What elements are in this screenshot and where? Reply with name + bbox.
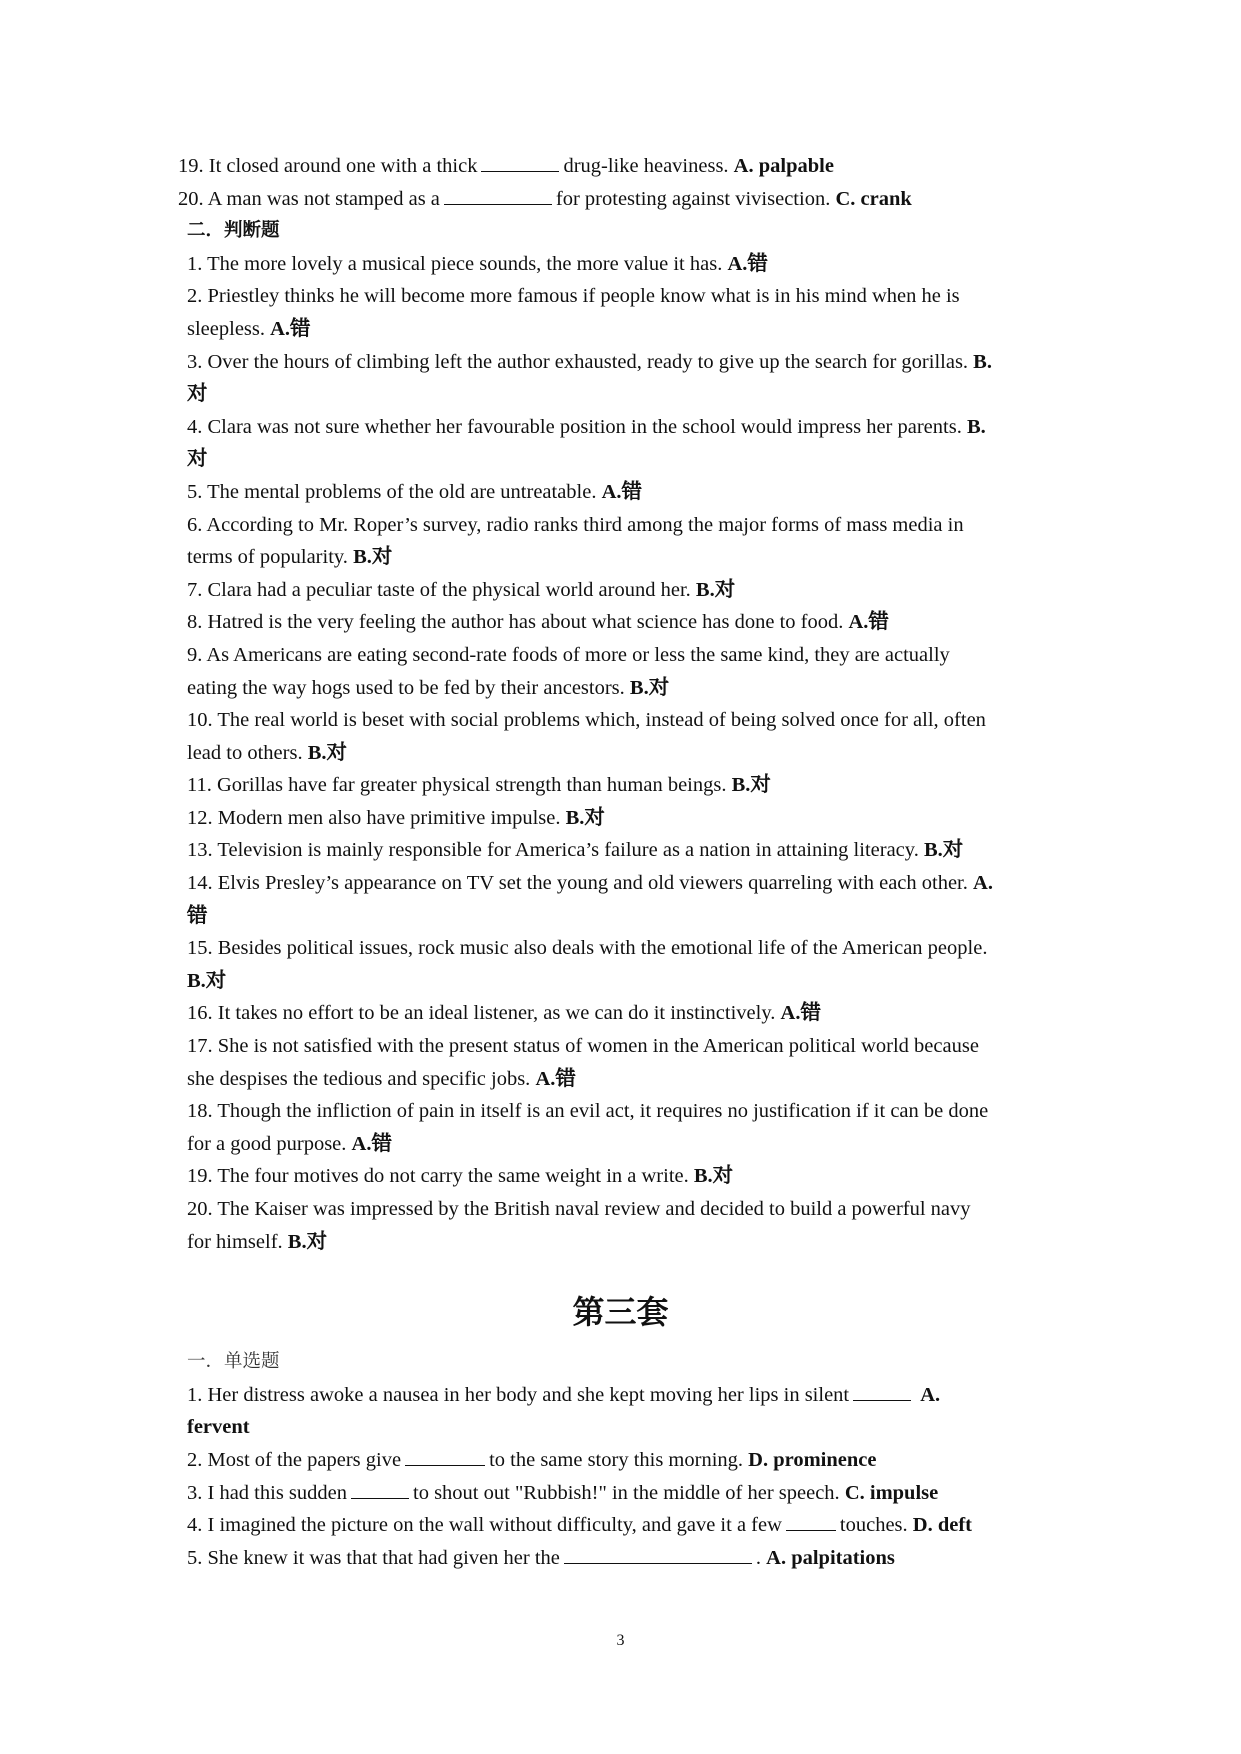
answer-blank [786, 1512, 836, 1531]
judgement-item [187, 248, 1057, 281]
statement-text: she despises the tedious and specific jobs. [187, 1067, 536, 1090]
judgement-item [187, 346, 1057, 379]
judgement-item [187, 867, 1057, 900]
answer-label: B.对 [923, 839, 964, 862]
judgement-item-continuation [187, 541, 1057, 574]
answer-label: B.对 [187, 969, 227, 992]
statement-text: 3. Over the hours of climbing left the author exhausted, ready to give up the search for gorillas. [187, 350, 969, 373]
question-text: 19. It closed around one with a thick [178, 155, 478, 177]
judgement-item [187, 606, 1057, 639]
statement-text: terms of popularity. [187, 546, 348, 569]
statement-text: 13. Television is mainly responsible for America’s failure as a nation in attaining literacy. [187, 839, 919, 862]
statement-text: 11. Gorillas have far greater physical strength than human beings. [187, 774, 727, 797]
question-text: 2. Most of the papers give [187, 1448, 402, 1471]
question-line [187, 1509, 1057, 1542]
statement-text: lead to others. [187, 741, 303, 764]
answer-label: A. [920, 1383, 941, 1406]
judgement-item-continuation [187, 1128, 1057, 1161]
answer-label: A.错 [535, 1067, 576, 1090]
judgement-item-continuation [187, 1063, 1057, 1096]
statement-text: 4. Clara was not sure whether her favourable position in the school would impress her parents. [187, 415, 962, 438]
page-content [178, 150, 1057, 1574]
answer-blank [444, 186, 552, 205]
answer-label: B.对 [695, 578, 736, 601]
answer-label: A.错 [351, 1132, 392, 1155]
judgement-item [187, 280, 1057, 313]
question-line [187, 1444, 1057, 1477]
statement-text: 5. The mental problems of the old are untreatable. [187, 480, 597, 503]
answer-blank [564, 1545, 752, 1564]
question-line-continuation [187, 1411, 1057, 1444]
answer-label: 对 [187, 383, 208, 406]
judgement-item [187, 932, 1057, 965]
question-line [187, 1379, 1057, 1412]
question-text: 20. A man was not stamped as a [178, 187, 440, 210]
statement-text: 15. Besides political issues, rock music also deals with the emotional life of the American people. [187, 937, 988, 960]
judgement-item-continuation [187, 313, 1057, 346]
statement-text: 8. Hatred is the very feeling the author has about what science has done to food. [187, 611, 844, 634]
answer-blank [351, 1480, 409, 1499]
statement-text: 14. Elvis Presley’s appearance on TV set the young and old viewers quarreling with each other. [187, 872, 968, 895]
answer-label: A.错 [727, 252, 768, 275]
judgement-item-continuation [187, 1226, 1057, 1259]
question-text: 4. I imagined the picture on the wall without difficulty, and gave it a few [187, 1514, 782, 1537]
answer-blank [405, 1447, 485, 1466]
statement-text: 19. The four motives do not carry the same weight in a write. [187, 1165, 689, 1188]
judgement-item [187, 834, 1057, 867]
answer-label: B.对 [353, 546, 393, 569]
statement-text: sleepless. [187, 317, 265, 340]
question-line [178, 150, 1057, 183]
answer-label: 对 [187, 448, 208, 471]
question-line [187, 1477, 1057, 1510]
judgement-item [187, 769, 1057, 802]
judgement-item [187, 574, 1057, 607]
answer-label: A.错 [848, 611, 889, 634]
statement-text: 6. According to Mr. Roper’s survey, radio ranks third among the major forms of mass media in [187, 513, 964, 536]
answer-label: D. deft [912, 1514, 972, 1537]
judgement-item [187, 704, 1057, 737]
statement-text: 9. As Americans are eating second-rate foods of more or less the same kind, they are actually [187, 643, 950, 666]
question-text: for protesting against vivisection. [555, 187, 831, 210]
question-text: . [755, 1546, 762, 1569]
judgement-item-continuation [187, 737, 1057, 770]
judgement-item [187, 509, 1057, 542]
statement-text: 10. The real world is beset with social problems which, instead of being solved once for all, often [187, 709, 986, 732]
section-heading: 二．判断题 [187, 220, 280, 242]
judgement-item-continuation [187, 378, 1057, 411]
judgement-item [187, 997, 1057, 1030]
answer-label: A.错 [270, 317, 311, 340]
answer-label: B.对 [287, 1230, 328, 1253]
judgement-item [187, 1160, 1057, 1193]
answer-blank [481, 153, 559, 172]
judgement-item [187, 1095, 1057, 1128]
answer-label: B.对 [693, 1165, 734, 1188]
answer-blank [853, 1382, 911, 1401]
statement-text: 7. Clara had a peculiar taste of the physical world around her. [187, 578, 691, 601]
statement-text: 18. Though the infliction of pain in itself is an evil act, it requires no justification if it can be done [187, 1100, 989, 1123]
answer-label: A.错 [780, 1002, 821, 1025]
set-title: 第三套 [572, 1293, 669, 1332]
judgement-item [187, 476, 1057, 509]
statement-text: eating the way hogs used to be fed by their ancestors. [187, 676, 625, 699]
answer-label: B. [966, 415, 986, 438]
section-heading: 一．单选题 [187, 1351, 280, 1373]
answer-label: A.错 [601, 480, 643, 503]
judgement-item-continuation [187, 672, 1057, 705]
judgement-item [187, 1030, 1057, 1063]
judgement-item [187, 1193, 1057, 1226]
question-text: 1. Her distress awoke a nausea in her body and she kept moving her lips in silent [187, 1383, 850, 1406]
answer-label: A. palpitations [766, 1546, 895, 1569]
statement-text: 12. Modern men also have primitive impulse. [187, 806, 561, 829]
question-text: 3. I had this sudden [187, 1481, 347, 1504]
answer-label: B. [973, 350, 992, 373]
page-number: 3 [616, 1632, 625, 1649]
question-text: to shout out "Rubbish!" in the middle of her speech. [413, 1481, 840, 1504]
answer-label: A. palpable [733, 155, 834, 177]
answer-label: B.对 [629, 676, 670, 699]
answer-label: A. [973, 872, 993, 895]
answer-label: fervent [187, 1416, 250, 1439]
answer-label: B.对 [565, 806, 605, 829]
question-text: 5. She knew it was that that had given her the [187, 1546, 560, 1569]
judgement-item [187, 411, 1057, 444]
statement-text: 20. The Kaiser was impressed by the British naval review and decided to build a powerful navy [187, 1198, 971, 1220]
statement-text: 16. It takes no effort to be an ideal listener, as we can do it instinctively. [187, 1002, 776, 1025]
statement-text: 17. She is not satisfied with the present status of women in the American political world because [187, 1035, 979, 1058]
answer-label: C. impulse [844, 1481, 939, 1504]
judgement-item-continuation [187, 900, 1057, 933]
answer-label: 错 [187, 904, 208, 927]
judgement-item [187, 802, 1057, 835]
judgement-item-continuation [187, 965, 1057, 998]
question-line [187, 1542, 1057, 1575]
judgement-item [187, 639, 1057, 672]
answer-label: B.对 [307, 741, 348, 764]
statement-text: 2. Priestley thinks he will become more famous if people know what is in his mind when he is [187, 285, 960, 308]
question-text: drug-like heaviness. [563, 155, 729, 177]
answer-label: C. crank [835, 187, 912, 210]
answer-label: D. prominence [748, 1448, 877, 1471]
question-line [178, 183, 1057, 216]
statement-text: 1. The more lovely a musical piece sounds, the more value it has. [187, 252, 723, 275]
question-text: to the same story this morning. [489, 1448, 744, 1471]
answer-label: B.对 [731, 774, 771, 797]
judgement-item-continuation [187, 443, 1057, 476]
statement-text: for a good purpose. [187, 1132, 347, 1155]
statement-text: for himself. [187, 1230, 283, 1253]
question-text: touches. [839, 1514, 908, 1537]
